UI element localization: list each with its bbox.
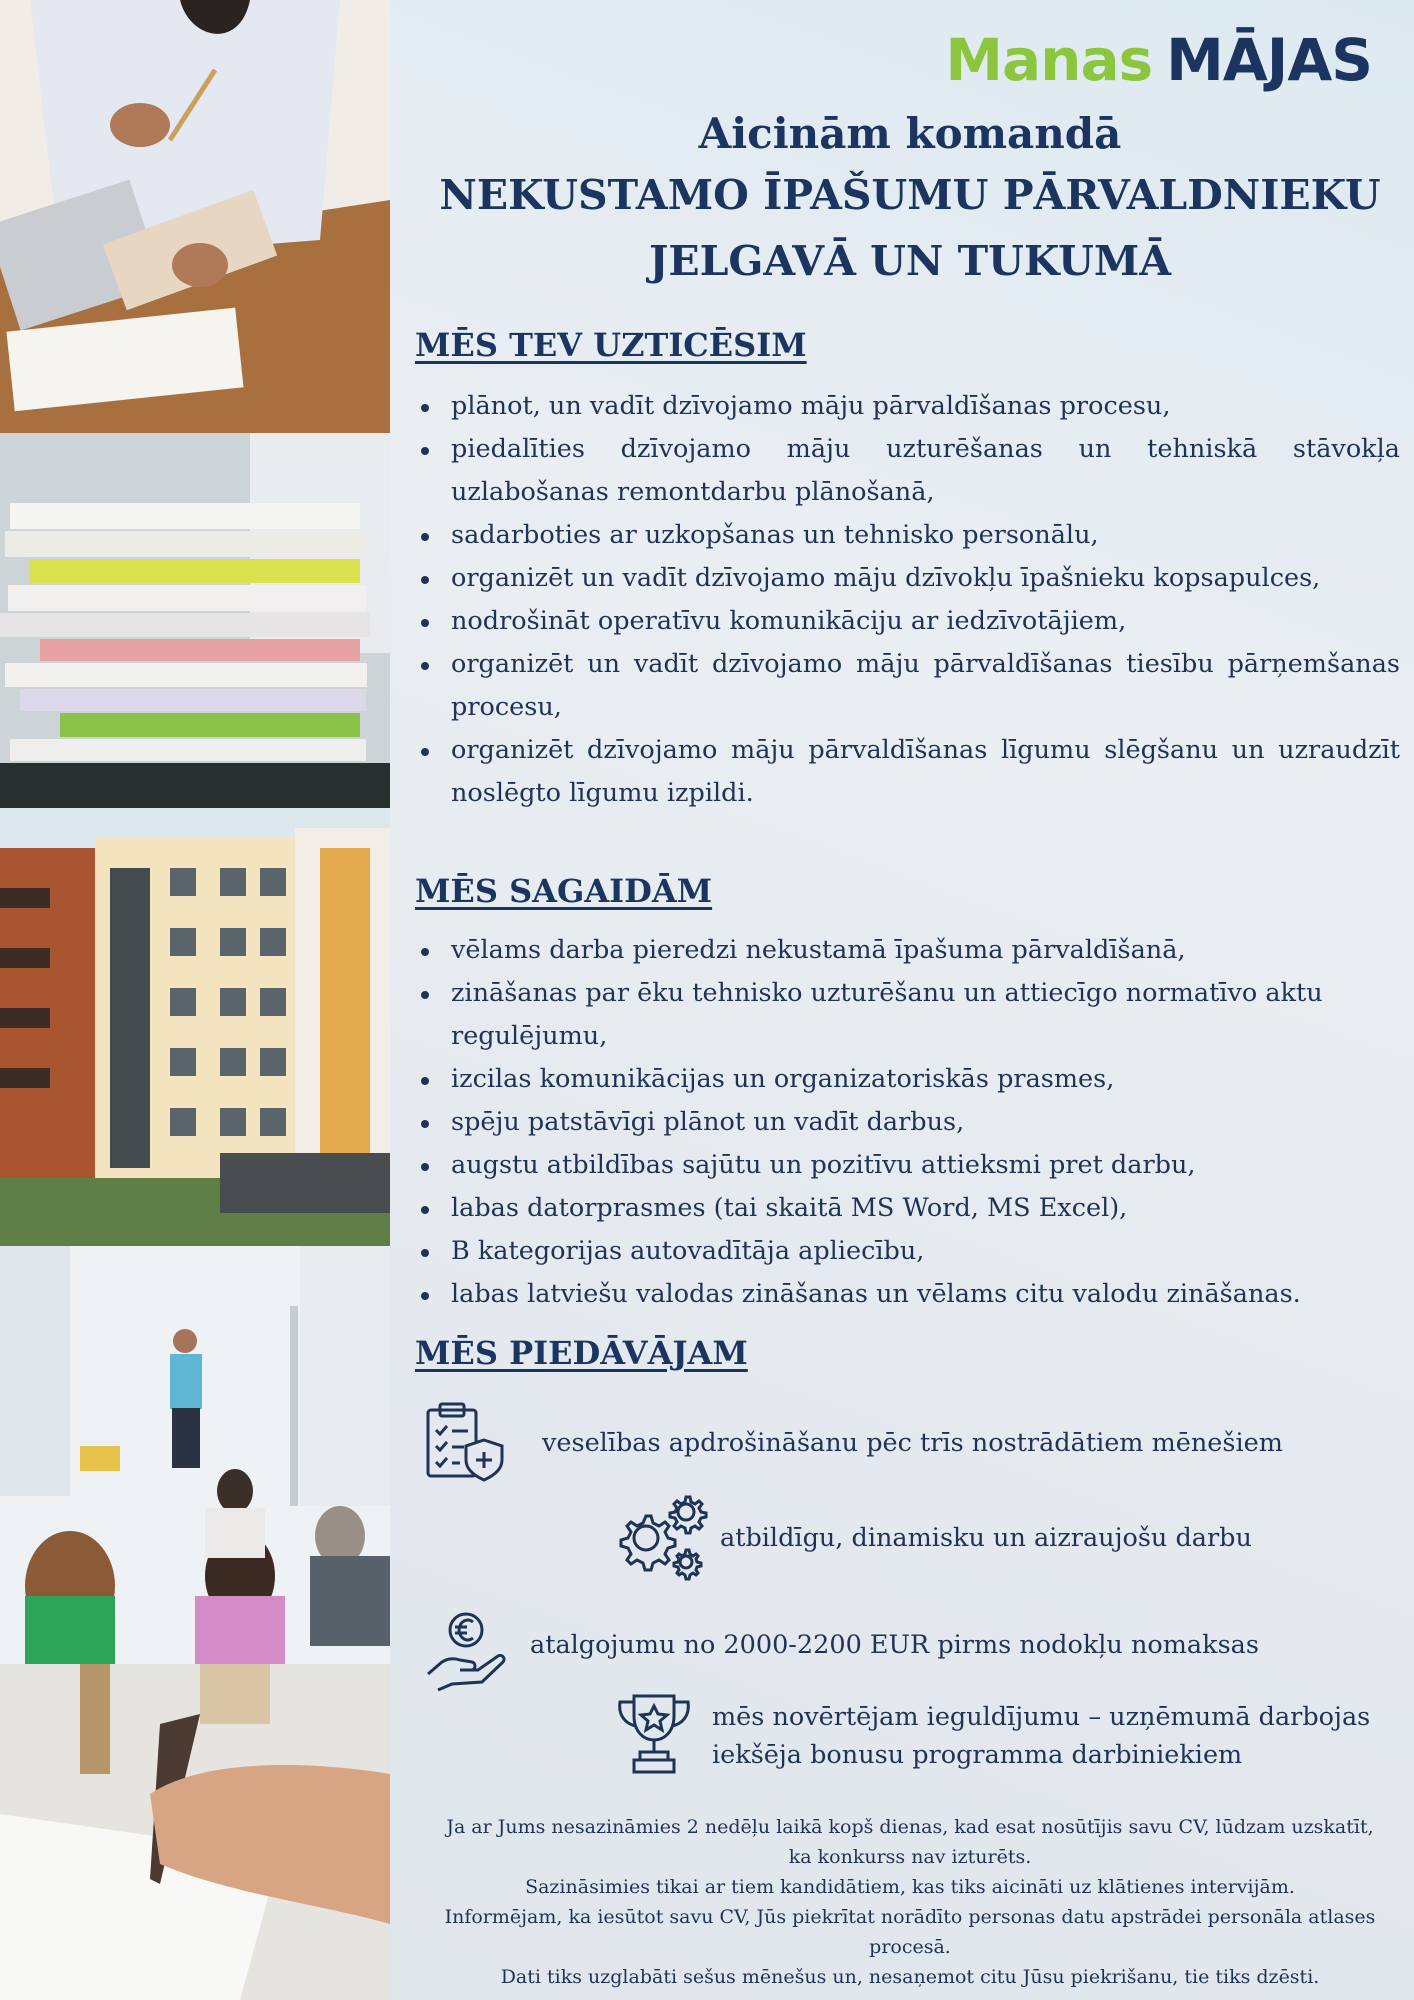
list-item: sadarboties ar uzkopšanas un tehnisko personālu, [415, 514, 1400, 557]
footer-line: Dati tiks uzglabāti sešus mēnešus un, nesaņemot citu Jūsu piekrišanu, tie tiks dzēsti. [500, 1966, 1320, 1988]
photo-presentation-audience [0, 1246, 390, 1664]
headline [410, 106, 1410, 294]
list-item: izcilas komunikācijas un organizatoriskās prasmes, [415, 1058, 1400, 1101]
list-item: nodrošināt operatīvu komunikāciju ar iedzīvotājiem, [415, 600, 1400, 643]
footer-line: Sazināsimies tikai ar tiem kandidātiem, kas tiks aicināti uz klātienes intervijām. [525, 1876, 1295, 1898]
offer-dynamic-work: atbildīgu, dinamisku un aizraujošu darbu [720, 1523, 1252, 1553]
section-title-trust: MĒS TEV UZTICĒSIM [415, 326, 807, 364]
footer-line: Informējam, ka iesūtot savu CV, Jūs piekrītat norādīto personas datu apstrādei personāla atlases [444, 1906, 1376, 1928]
expect-list [415, 929, 1400, 1316]
gears-icon [616, 1492, 708, 1586]
health-insurance-icon [422, 1400, 508, 1490]
photo-woman-with-notebook [0, 0, 390, 433]
list-item: zināšanas par ēku tehnisko uzturēšanu un attiecīgo normatīvo aktu regulējumu, [415, 972, 1400, 1058]
list-item: augstu atbildības sajūtu un pozitīvu attieksmi pret darbu, [415, 1144, 1400, 1187]
list-item: plānot, un vadīt dzīvojamo māju pārvaldīšanas procesu, [415, 385, 1400, 428]
list-item: labas datorprasmes (tai skaitā MS Word, MS Excel), [415, 1187, 1400, 1230]
list-item: B kategorijas autovadītāja apliecību, [415, 1230, 1400, 1273]
photo-document-stacks [0, 433, 390, 808]
photo-column [0, 0, 390, 2000]
offer-salary: atalgojumu no 2000-2200 EUR pirms nodokļu nomaksas [530, 1630, 1259, 1660]
list-item: labas latviešu valodas zināšanas un vēlams citu valodu zināšanas. [415, 1273, 1400, 1316]
section-title-offer: MĒS PIEDĀVĀJAM [415, 1334, 748, 1372]
list-item: organizēt un vadīt dzīvojamo māju dzīvokļu īpašnieku kopsapulces, [415, 557, 1400, 600]
footer-line: procesā. [869, 1936, 951, 1958]
footer-line: ka konkurss nav izturēts. [788, 1846, 1032, 1868]
trust-list [415, 385, 1400, 815]
offer-health-insurance: veselības apdrošināšanu pēc trīs nostrādātiem mēnešiem [542, 1428, 1283, 1458]
footer-disclaimer [410, 1812, 1410, 1992]
list-item: organizēt un vadīt dzīvojamo māju pārvaldīšanas tiesību pārņemšanas procesu, [415, 643, 1400, 729]
photo-apartment-buildings [0, 808, 390, 1246]
list-item: piedalīties dzīvojamo māju uzturēšanas un tehniskā stāvokļa uzlabošanas remontdarbu plānošanā, [415, 428, 1400, 514]
offer-bonus-program [712, 1698, 1370, 1774]
offer-bonus-line1: mēs novērtējam ieguldījumu – uzņēmumā darbojas [712, 1702, 1371, 1732]
list-item: organizēt dzīvojamo māju pārvaldīšanas līgumu slēgšanu un uzraudzīt noslēgto līgumu izpildi. [415, 729, 1400, 815]
trophy-icon [608, 1690, 700, 1780]
brand-logo-part1: Manas [945, 26, 1153, 94]
brand-logo-part2: MĀJAS [1166, 26, 1372, 94]
headline-location: JELGAVĀ UN TUKUMĀ [648, 237, 1172, 285]
content-panel [390, 0, 1414, 2000]
salary-hand-euro-icon [424, 1610, 510, 1698]
offer-bonus-line2: iekšēja bonusu programma darbiniekiem [712, 1740, 1243, 1770]
footer-line: Ja ar Jums nesazināmies 2 nedēļu laikā kopš dienas, kad esat nosūtījis savu CV, lūdzam uzskatīt, [446, 1816, 1374, 1838]
section-title-expect: MĒS SAGAIDĀM [415, 872, 713, 910]
headline-invite: Aicinām komandā [698, 109, 1122, 158]
photo-hand-signing-document [0, 1664, 390, 2000]
list-item: spēju patstāvīgi plānot un vadīt darbus, [415, 1101, 1400, 1144]
headline-position: NEKUSTAMO ĪPAŠUMU PĀRVALDNIEKU [439, 171, 1381, 219]
list-item: vēlams darba pieredzi nekustamā īpašuma pārvaldīšanā, [415, 929, 1400, 972]
brand-logo [945, 26, 1372, 94]
